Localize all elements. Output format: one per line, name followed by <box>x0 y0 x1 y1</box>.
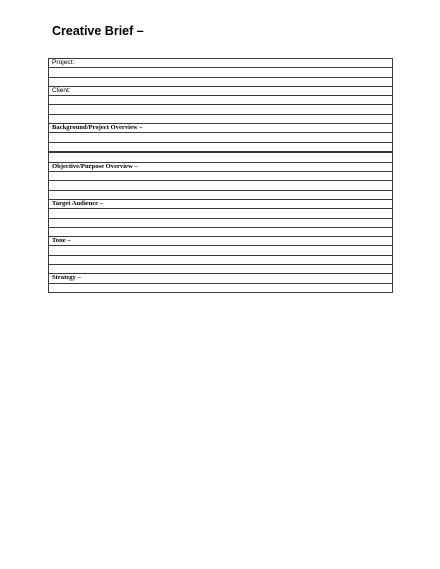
document-title: Creative Brief – <box>52 24 144 38</box>
form-row <box>49 105 393 114</box>
form-row <box>49 209 393 218</box>
strategy-line[interactable] <box>49 283 393 292</box>
form-row <box>49 283 393 292</box>
objective-label: Objective/Purpose Overview – <box>49 162 393 171</box>
form-row <box>49 274 393 283</box>
form-row <box>49 142 393 151</box>
objective-line[interactable] <box>49 172 393 181</box>
tone-line[interactable] <box>49 255 393 264</box>
audience-line[interactable] <box>49 227 393 236</box>
client-label: Client: <box>49 86 393 95</box>
project-label: Project: <box>49 59 393 68</box>
background-line[interactable] <box>49 133 393 142</box>
form-row <box>49 237 393 246</box>
form-row <box>49 227 393 236</box>
form-row <box>49 255 393 264</box>
project-line[interactable] <box>49 68 393 77</box>
client-line[interactable] <box>49 96 393 105</box>
form-row <box>49 96 393 105</box>
audience-line[interactable] <box>49 209 393 218</box>
form-row <box>49 68 393 77</box>
form-row <box>49 190 393 199</box>
form-row <box>49 199 393 208</box>
background-line[interactable] <box>49 153 393 162</box>
form-row <box>49 162 393 171</box>
tone-line[interactable] <box>49 265 393 274</box>
form-row <box>49 124 393 133</box>
tone-label: Tone – <box>49 237 393 246</box>
strategy-label: Strategy – <box>49 274 393 283</box>
form-row <box>49 133 393 142</box>
form-row <box>49 59 393 68</box>
form-row <box>49 265 393 274</box>
background-label: Background/Project Overview – <box>49 124 393 133</box>
tone-line[interactable] <box>49 246 393 255</box>
creative-brief-form <box>48 58 393 293</box>
project-line[interactable] <box>49 77 393 86</box>
form-row <box>49 77 393 86</box>
target-audience-label: Target Audience – <box>49 199 393 208</box>
client-line[interactable] <box>49 114 393 123</box>
form-row <box>49 246 393 255</box>
client-line[interactable] <box>49 105 393 114</box>
form-row <box>49 153 393 162</box>
form-row <box>49 218 393 227</box>
form-row <box>49 181 393 190</box>
background-line[interactable] <box>49 142 393 151</box>
form-row <box>49 86 393 95</box>
form-row <box>49 172 393 181</box>
objective-line[interactable] <box>49 190 393 199</box>
form-row <box>49 114 393 123</box>
audience-line[interactable] <box>49 218 393 227</box>
objective-line[interactable] <box>49 181 393 190</box>
